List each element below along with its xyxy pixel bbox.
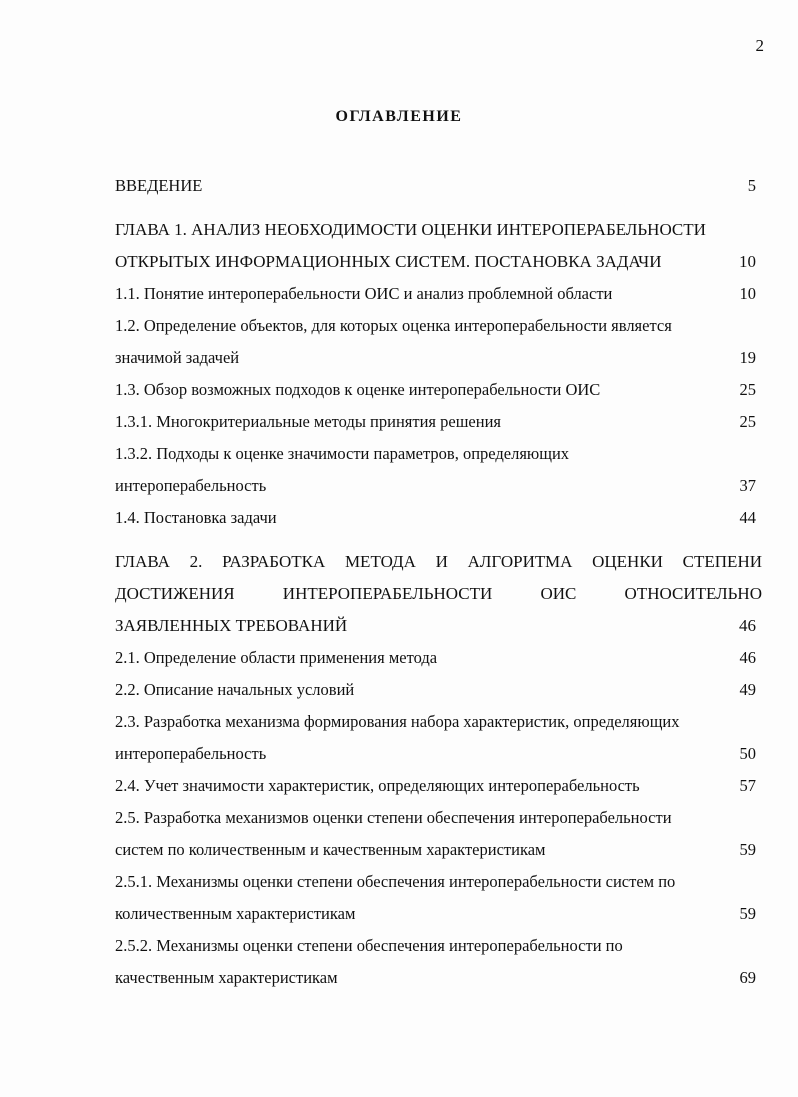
toc-entry-1-4[interactable] (115, 502, 762, 534)
toc-entry-page: 37 (739, 476, 756, 495)
toc-entry-text: ГЛАВА 1. АНАЛИЗ НЕОБХОДИМОСТИ ОЦЕНКИ ИНТЕРОПЕРАБЕЛЬНОСТИ (115, 220, 706, 239)
toc-entry-text: ОТКРЫТЫХ ИНФОРМАЦИОННЫХ СИСТЕМ. ПОСТАНОВКА ЗАДАЧИ (115, 252, 662, 271)
toc-entry-chapter-1[interactable] (115, 214, 762, 278)
toc-entry-text: ВВЕДЕНИЕ (115, 176, 203, 195)
toc-entry-2-4[interactable] (115, 770, 762, 802)
toc-entry-text: ЗАЯВЛЕННЫХ ТРЕБОВАНИЙ (115, 616, 348, 635)
toc-entry-text: значимой задачей (115, 348, 240, 367)
toc-entry-text: 2.3. Разработка механизма формирования набора характеристик, определяющих (115, 712, 680, 731)
toc-entry-page: 50 (739, 744, 756, 763)
toc-entry-page: 59 (739, 904, 756, 923)
toc-entry-text: 1.2. Определение объектов, для которых оценка интероперабельности является (115, 316, 672, 335)
toc-entry-page: 46 (739, 648, 756, 667)
toc-entry-1-3-2[interactable] (115, 438, 762, 502)
toc-entry-intro[interactable] (115, 170, 762, 202)
toc-entry-page: 69 (739, 968, 756, 987)
toc-entry-page: 59 (739, 840, 756, 859)
toc-entry-2-5-1[interactable] (115, 866, 762, 930)
toc-entry-1-3-1[interactable] (115, 406, 762, 438)
toc-entry-page: 49 (739, 680, 756, 699)
toc-entry-text: 2.2. Описание начальных условий (115, 680, 355, 699)
toc-entry-text: ГЛАВА 2. РАЗРАБОТКА МЕТОДА И АЛГОРИТМА ОЦЕНКИ СТЕПЕНИ (115, 552, 762, 571)
toc-entry-text: ДОСТИЖЕНИЯ ИНТЕРОПЕРАБЕЛЬНОСТИ ОИС ОТНОСИТЕЛЬНО (115, 584, 762, 603)
toc-entry-text: интероперабельность (115, 476, 267, 495)
toc-entry-text: 2.5. Разработка механизмов оценки степени обеспечения интероперабельности (115, 808, 672, 827)
toc-entry-page: 19 (739, 348, 756, 367)
toc-entry-page: 10 (739, 252, 756, 271)
page-title: ОГЛАВЛЕНИЕ (335, 108, 463, 125)
toc-entry-2-2[interactable] (115, 674, 762, 706)
toc-entry-2-5[interactable] (115, 802, 762, 866)
toc-entry-page: 46 (739, 616, 756, 635)
toc-entry-text: 1.4. Постановка задачи (115, 508, 277, 527)
toc-entry-text: интероперабельность (115, 744, 267, 763)
toc-entry-text: количественным характеристикам (115, 904, 356, 923)
toc-entry-text: 2.5.1. Механизмы оценки степени обеспечения интероперабельности систем по (115, 872, 676, 891)
toc-entry-2-3[interactable] (115, 706, 762, 770)
toc-entry-page: 57 (739, 776, 756, 795)
toc-entry-2-5-2[interactable] (115, 930, 762, 994)
toc-entry-text: 2.1. Определение области применения метода (115, 648, 438, 667)
toc-entry-text: качественным характеристикам (115, 968, 338, 987)
toc-entry-text: 1.1. Понятие интероперабельности ОИС и анализ проблемной области (115, 284, 613, 303)
toc-entry-page: 5 (747, 176, 756, 195)
toc-entry-1-2[interactable] (115, 310, 762, 374)
toc-entry-page: 25 (739, 412, 756, 431)
toc-entry-page: 44 (739, 508, 756, 527)
toc-entry-text: 1.3.2. Подходы к оценке значимости параметров, определяющих (115, 444, 570, 463)
toc-entry-chapter-2[interactable] (115, 546, 762, 642)
table-of-contents (115, 170, 762, 994)
toc-entry-1-1[interactable] (115, 278, 762, 310)
toc-entry-page: 25 (739, 380, 756, 399)
toc-entry-text: 2.5.2. Механизмы оценки степени обеспечения интероперабельности по (115, 936, 623, 955)
page-number: 2 (755, 36, 764, 55)
toc-entry-text: 2.4. Учет значимости характеристик, определяющих интероперабельность (115, 776, 640, 795)
toc-entry-text: 1.3.1. Многокритериальные методы принятия решения (115, 412, 501, 431)
toc-entry-text: систем по количественным и качественным характеристикам (115, 840, 546, 859)
toc-entry-text: 1.3. Обзор возможных подходов к оценке интероперабельности ОИС (115, 380, 601, 399)
toc-entry-2-1[interactable] (115, 642, 762, 674)
toc-entry-page: 10 (739, 284, 756, 303)
toc-entry-1-3[interactable] (115, 374, 762, 406)
